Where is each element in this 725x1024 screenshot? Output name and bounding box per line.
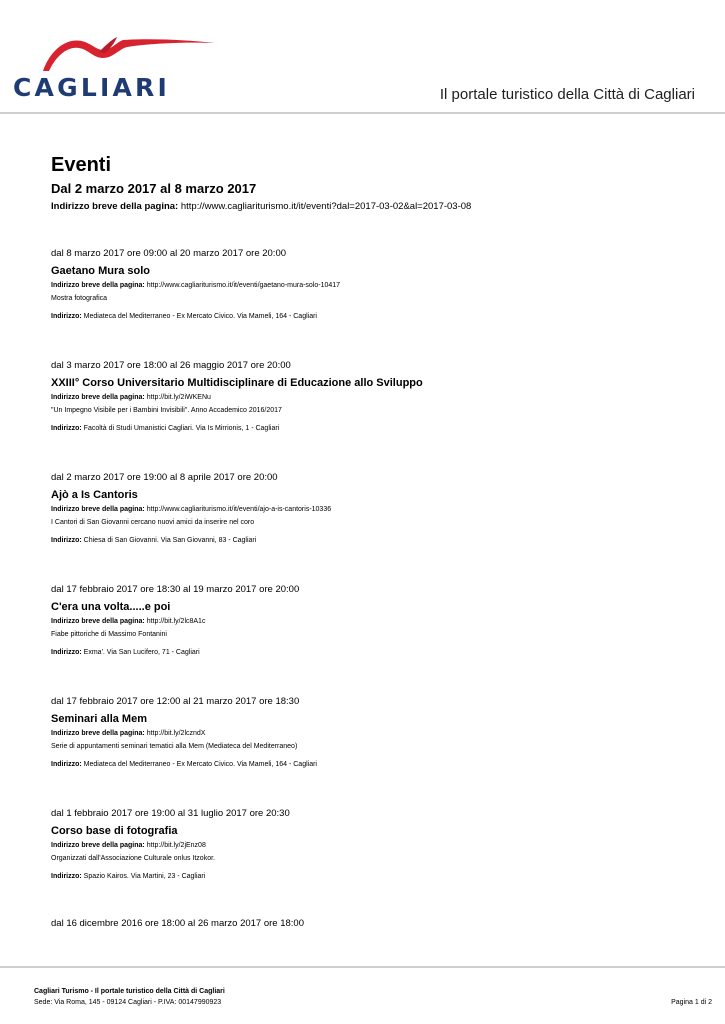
event-address (51, 424, 691, 433)
event-address-label: Indirizzo: (51, 761, 82, 768)
event-description: Mostra fotografica (51, 295, 108, 302)
site-tagline: Il portale turistico della Città di Cagliari (439, 86, 695, 103)
event-title[interactable]: Seminari alla Mem (51, 713, 147, 725)
event-description: Serie di appuntamenti seminari tematici alla Mem (Mediateca del Mediterraneo) (51, 743, 298, 750)
event-address (51, 760, 691, 769)
event-address-text: Mediateca del Mediterraneo - Ex Mercato Civico. Via Mameli, 164 - Cagliari (83, 761, 317, 768)
event-url-label: Indirizzo breve della pagina: (51, 730, 145, 737)
event-url-label: Indirizzo breve della pagina: (51, 282, 145, 289)
page-title: Eventi (51, 154, 112, 176)
event-description: Organizzati dall'Associazione Culturale onlus Itzokor. (51, 855, 215, 862)
event-address-label: Indirizzo: (51, 537, 82, 544)
page-date-range: Dal 2 marzo 2017 al 8 marzo 2017 (51, 181, 257, 196)
event-date: dal 1 febbraio 2017 ore 19:00 al 31 luglio 2017 ore 20:30 (51, 808, 290, 819)
event-url (51, 617, 691, 626)
event-description: I Cantori di San Giovanni cercano nuovi amici da inserire nel coro (51, 519, 255, 526)
event-item (51, 472, 691, 545)
event-title[interactable]: C'era una volta.....e poi (51, 601, 171, 613)
event-url (51, 729, 691, 738)
event-address (51, 312, 691, 321)
event-date: dal 16 dicembre 2016 ore 18:00 al 26 marzo 2017 ore 18:00 (51, 918, 304, 929)
event-description: "Un Impegno Visibile per i Bambini Invisibili". Anno Accademico 2016/2017 (51, 407, 282, 414)
event-title[interactable]: XXIII° Corso Universitario Multidisciplinare di Educazione allo Sviluppo (51, 377, 423, 389)
event-url-link[interactable]: http://bit.ly/2jEnz08 (146, 842, 206, 849)
event-address (51, 536, 691, 545)
short-url-label: Indirizzo breve della pagina: (51, 201, 179, 212)
event-date: dal 17 febbraio 2017 ore 18:30 al 19 marzo 2017 ore 20:00 (51, 584, 300, 595)
logo-text: CAGLIARI (13, 73, 170, 102)
event-url-link[interactable]: http://bit.ly/2lc8A1c (146, 618, 206, 625)
footer-title: Cagliari Turismo - Il portale turistico della Città di Cagliari (34, 988, 225, 995)
event-title[interactable]: Corso base di fotografia (51, 825, 178, 837)
event-url (51, 393, 691, 402)
event-url (51, 841, 691, 850)
event-address (51, 872, 691, 881)
event-date: dal 17 febbraio 2017 ore 12:00 al 21 marzo 2017 ore 18:30 (51, 696, 300, 707)
event-address-text: Spazio Kairos. Via Martini, 23 - Cagliari (83, 873, 206, 880)
event-address-label: Indirizzo: (51, 313, 82, 320)
footer-address: Sede: Via Roma, 145 - 09124 Cagliari - P.IVA: 00147990923 (34, 999, 222, 1006)
cagliari-logo[interactable] (13, 30, 218, 100)
footer-divider (0, 966, 725, 968)
event-item (51, 918, 691, 929)
event-address-text: Mediateca del Mediterraneo - Ex Mercato Civico. Via Mameli, 164 - Cagliari (83, 313, 317, 320)
page-short-url (51, 201, 471, 212)
event-address-label: Indirizzo: (51, 649, 82, 656)
event-item (51, 808, 691, 881)
event-url (51, 281, 691, 290)
event-item (51, 248, 691, 321)
header-divider (0, 112, 725, 114)
event-date: dal 8 marzo 2017 ore 09:00 al 20 marzo 2017 ore 20:00 (51, 248, 287, 259)
event-url-label: Indirizzo breve della pagina: (51, 842, 145, 849)
event-address-text: Facoltà di Studi Umanistici Cagliari. Via Is Mirrionis, 1 - Cagliari (83, 425, 280, 432)
event-title[interactable]: Gaetano Mura solo (51, 265, 151, 277)
event-item (51, 360, 691, 433)
event-date: dal 3 marzo 2017 ore 18:00 al 26 maggio 2017 ore 20:00 (51, 360, 291, 371)
event-address-label: Indirizzo: (51, 425, 82, 432)
event-address-text: Exma'. Via San Lucifero, 71 - Cagliari (83, 649, 200, 656)
event-item (51, 696, 691, 769)
short-url-link[interactable]: http://www.cagliariturismo.it/it/eventi?dal=2017-03-02&al=2017-03-08 (180, 201, 472, 212)
event-item (51, 584, 691, 657)
event-url-label: Indirizzo breve della pagina: (51, 618, 145, 625)
event-url-link[interactable]: http://www.cagliariturismo.it/it/eventi/gaetano-mura-solo-10417 (146, 282, 341, 289)
event-address-text: Chiesa di San Giovanni. Via San Giovanni, 83 - Cagliari (83, 537, 257, 544)
page-number: Pagina 1 di 2 (671, 999, 712, 1006)
event-url-link[interactable]: http://bit.ly/2iWKENu (146, 394, 211, 401)
event-address-label: Indirizzo: (51, 873, 82, 880)
event-url (51, 505, 691, 514)
event-description: Fiabe pittoriche di Massimo Fontanini (51, 631, 167, 638)
event-url-link[interactable]: http://www.cagliariturismo.it/it/eventi/ajo-a-is-cantoris-10336 (146, 506, 332, 513)
event-address (51, 648, 691, 657)
event-url-label: Indirizzo breve della pagina: (51, 506, 145, 513)
logo-swoosh-icon (13, 30, 218, 72)
event-url-label: Indirizzo breve della pagina: (51, 394, 145, 401)
event-title[interactable]: Ajò a Is Cantoris (51, 489, 138, 501)
event-url-link[interactable]: http://bit.ly/2lczndX (146, 730, 206, 737)
event-date: dal 2 marzo 2017 ore 19:00 al 8 aprile 2017 ore 20:00 (51, 472, 278, 483)
